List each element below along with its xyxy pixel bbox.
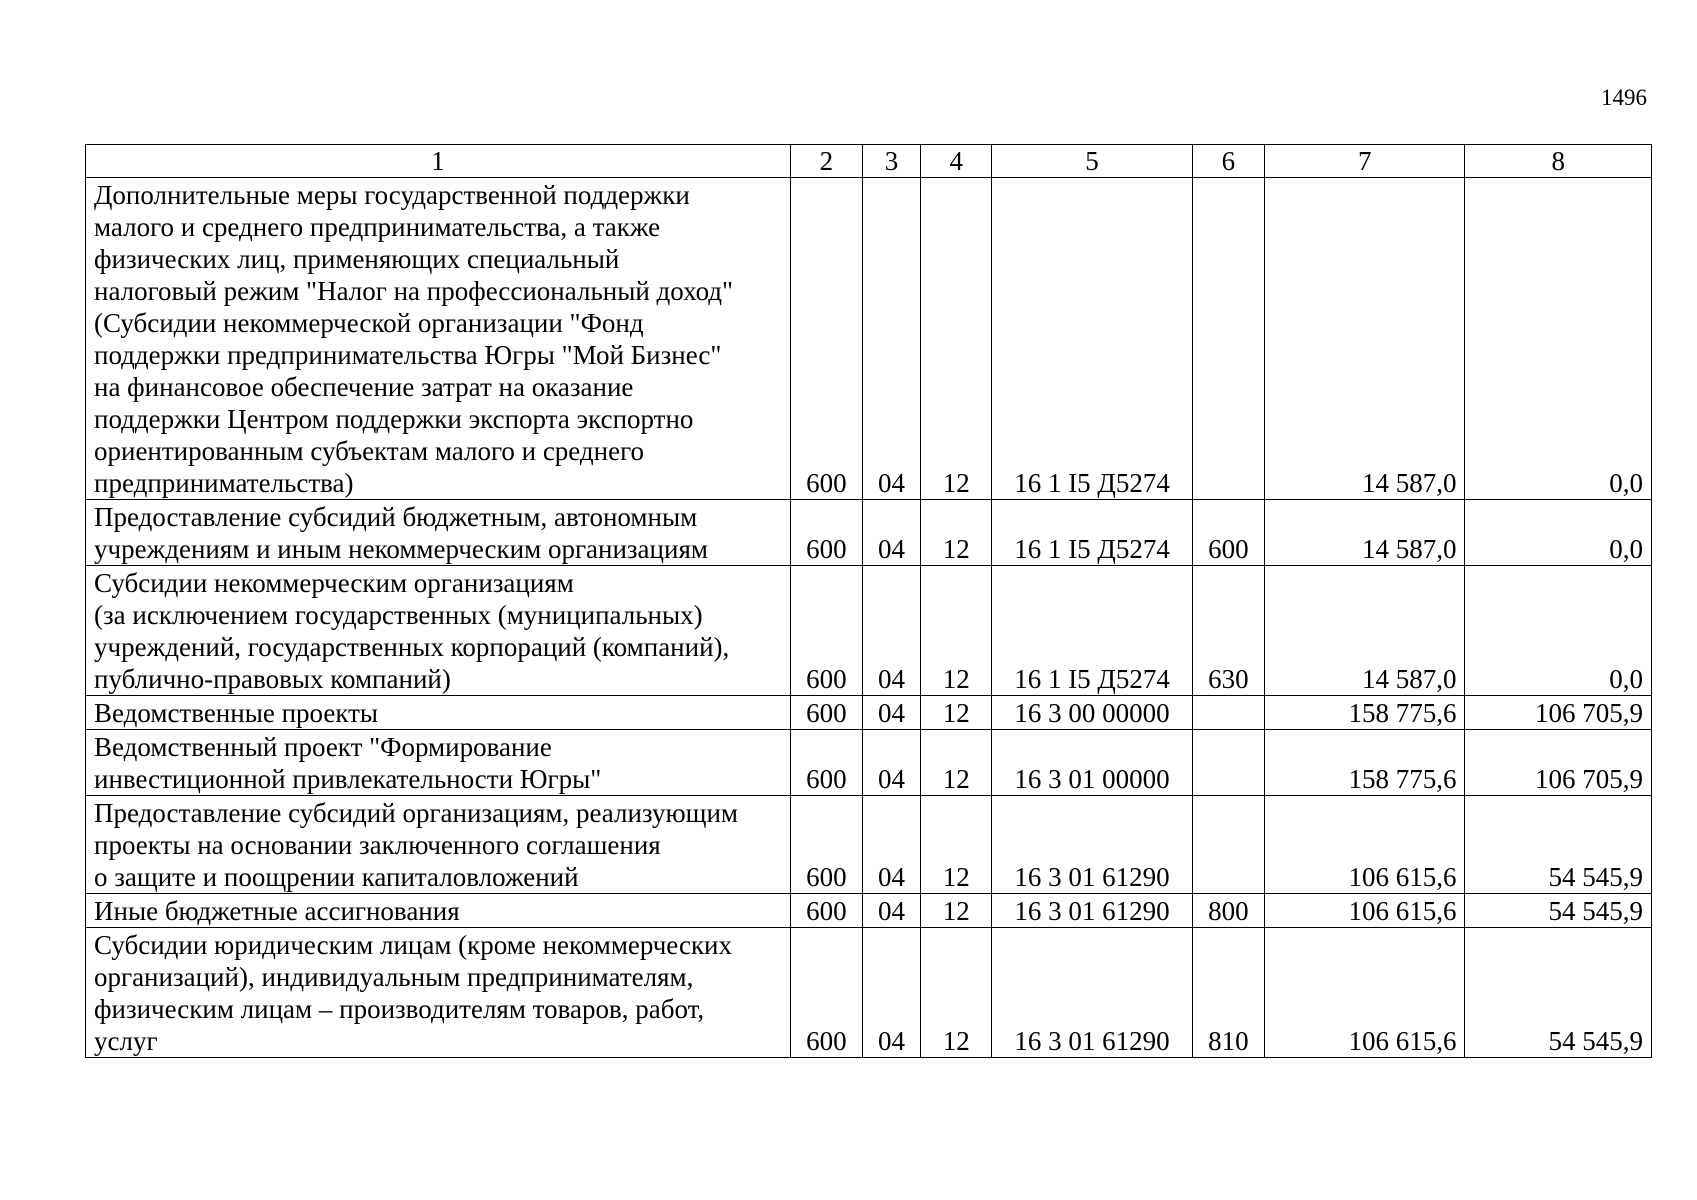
- row-name-line: физических лиц, применяющих специальный: [94, 244, 620, 274]
- subsection-code-cell: 12: [921, 730, 992, 796]
- row-name-line: Субсидии юридическим лицам (кроме некоммерческих: [94, 930, 733, 960]
- target-article-cell: 16 3 01 61290: [992, 928, 1193, 1058]
- amount-year-1-cell: 106 615,6: [1264, 928, 1465, 1058]
- header-col-3: 3: [862, 145, 920, 178]
- row-name-line: (за исключением государственных (муниципальных): [94, 600, 703, 630]
- admin-code-cell: 600: [790, 894, 862, 928]
- target-article-cell: 16 1 I5 Д5274: [992, 566, 1193, 696]
- row-name-line: услуг: [94, 1026, 158, 1056]
- row-name-cell: [86, 894, 791, 928]
- amount-year-2-cell: 54 545,9: [1465, 894, 1652, 928]
- row-name-line: поддержки Центром поддержки экспорта экспортно: [94, 404, 694, 434]
- subsection-code-cell: 12: [921, 566, 992, 696]
- amount-year-2-cell: 0,0: [1465, 566, 1652, 696]
- table-row: [86, 696, 1652, 730]
- header-col-4: 4: [921, 145, 992, 178]
- target-article-cell: 16 3 00 00000: [992, 696, 1193, 730]
- header-col-6: 6: [1192, 145, 1264, 178]
- subsection-code-cell: 12: [921, 894, 992, 928]
- row-name-line: (Субсидии некоммерческой организации "Фонд: [94, 308, 644, 338]
- row-name-cell: [86, 730, 791, 796]
- row-name-line: Ведомственный проект "Формирование: [94, 732, 552, 762]
- target-article-cell: 16 3 01 61290: [992, 894, 1193, 928]
- table-row: [86, 796, 1652, 894]
- subsection-code-cell: 12: [921, 696, 992, 730]
- expense-type-cell: [1192, 730, 1264, 796]
- table-row: [86, 500, 1652, 566]
- section-code-cell: 04: [862, 566, 920, 696]
- header-row: [86, 145, 1652, 178]
- target-article-cell: 16 1 I5 Д5274: [992, 500, 1193, 566]
- row-name-cell: [86, 566, 791, 696]
- row-name-cell: [86, 928, 791, 1058]
- table-row: [86, 894, 1652, 928]
- amount-year-1-cell: 14 587,0: [1264, 566, 1465, 696]
- amount-year-1-cell: 14 587,0: [1264, 500, 1465, 566]
- row-name-cell: [86, 696, 791, 730]
- target-article-cell: 16 3 01 00000: [992, 730, 1193, 796]
- row-name-line: Субсидии некоммерческим организациям: [94, 568, 574, 598]
- admin-code-cell: 600: [790, 796, 862, 894]
- header-col-2: 2: [790, 145, 862, 178]
- subsection-code-cell: 12: [921, 178, 992, 500]
- row-name-line: малого и среднего предпринимательства, а также: [94, 212, 661, 242]
- budget-table: [85, 144, 1652, 1058]
- admin-code-cell: 600: [790, 696, 862, 730]
- subsection-code-cell: 12: [921, 500, 992, 566]
- row-name-cell: [86, 500, 791, 566]
- row-name-line: Предоставление субсидий организациям, реализующим: [94, 798, 739, 828]
- row-name-cell: [86, 178, 791, 500]
- row-name-line: Дополнительные меры государственной поддержки: [94, 180, 690, 210]
- row-name-line: ориентированным субъектам малого и среднего: [94, 436, 645, 466]
- admin-code-cell: 600: [790, 500, 862, 566]
- header-col-7: 7: [1264, 145, 1465, 178]
- table-row: [86, 730, 1652, 796]
- section-code-cell: 04: [862, 894, 920, 928]
- row-name-line: учреждениям и иным некоммерческим организациям: [94, 534, 708, 564]
- target-article-cell: 16 3 01 61290: [992, 796, 1193, 894]
- row-name-line: о защите и поощрении капиталовложений: [94, 862, 579, 892]
- section-code-cell: 04: [862, 730, 920, 796]
- expense-type-cell: 630: [1192, 566, 1264, 696]
- expense-type-cell: [1192, 796, 1264, 894]
- row-name-line: предпринимательства): [94, 468, 354, 498]
- admin-code-cell: 600: [790, 178, 862, 500]
- subsection-code-cell: 12: [921, 928, 992, 1058]
- amount-year-2-cell: 54 545,9: [1465, 796, 1652, 894]
- row-name-line: поддержки предпринимательства Югры "Мой Бизнес": [94, 340, 722, 370]
- section-code-cell: 04: [862, 928, 920, 1058]
- row-name-line: физическим лицам – производителям товаров, работ,: [94, 994, 705, 1024]
- admin-code-cell: 600: [790, 566, 862, 696]
- row-name-line: налоговый режим "Налог на профессиональный доход": [94, 276, 734, 306]
- amount-year-2-cell: 0,0: [1465, 500, 1652, 566]
- amount-year-1-cell: 158 775,6: [1264, 696, 1465, 730]
- amount-year-2-cell: 106 705,9: [1465, 730, 1652, 796]
- expense-type-cell: 810: [1192, 928, 1264, 1058]
- table-row: [86, 928, 1652, 1058]
- table-row: [86, 566, 1652, 696]
- target-article-cell: 16 1 I5 Д5274: [992, 178, 1193, 500]
- amount-year-2-cell: 54 545,9: [1465, 928, 1652, 1058]
- expense-type-cell: 800: [1192, 894, 1264, 928]
- row-name-line: Предоставление субсидий бюджетным, автономным: [94, 502, 698, 532]
- expense-type-cell: [1192, 178, 1264, 500]
- header-col-8: 8: [1465, 145, 1652, 178]
- table-body: [86, 178, 1652, 1058]
- amount-year-2-cell: 106 705,9: [1465, 696, 1652, 730]
- row-name-line: на финансовое обеспечение затрат на оказание: [94, 372, 634, 402]
- row-name-line: публично-правовых компаний): [94, 664, 451, 694]
- amount-year-1-cell: 106 615,6: [1264, 796, 1465, 894]
- row-name-line: организаций), индивидуальным предпринимателям,: [94, 962, 694, 992]
- section-code-cell: 04: [862, 500, 920, 566]
- amount-year-1-cell: 106 615,6: [1264, 894, 1465, 928]
- amount-year-2-cell: 0,0: [1465, 178, 1652, 500]
- header-col-5: 5: [992, 145, 1193, 178]
- row-name-line: учреждений, государственных корпораций (компаний),: [94, 632, 730, 662]
- section-code-cell: 04: [862, 178, 920, 500]
- page-number: 1496: [1601, 85, 1647, 110]
- admin-code-cell: 600: [790, 928, 862, 1058]
- table-row: [86, 178, 1652, 500]
- row-name-line: проекты на основании заключенного соглашения: [94, 830, 661, 860]
- amount-year-1-cell: 14 587,0: [1264, 178, 1465, 500]
- section-code-cell: 04: [862, 696, 920, 730]
- section-code-cell: 04: [862, 796, 920, 894]
- amount-year-1-cell: 158 775,6: [1264, 730, 1465, 796]
- subsection-code-cell: 12: [921, 796, 992, 894]
- admin-code-cell: 600: [790, 730, 862, 796]
- header-col-1: 1: [86, 145, 791, 178]
- row-name-line: Ведомственные проекты: [94, 698, 379, 728]
- expense-type-cell: [1192, 696, 1264, 730]
- row-name-cell: [86, 796, 791, 894]
- row-name-line: Иные бюджетные ассигнования: [94, 896, 460, 926]
- expense-type-cell: 600: [1192, 500, 1264, 566]
- row-name-line: инвестиционной привлекательности Югры": [94, 764, 602, 794]
